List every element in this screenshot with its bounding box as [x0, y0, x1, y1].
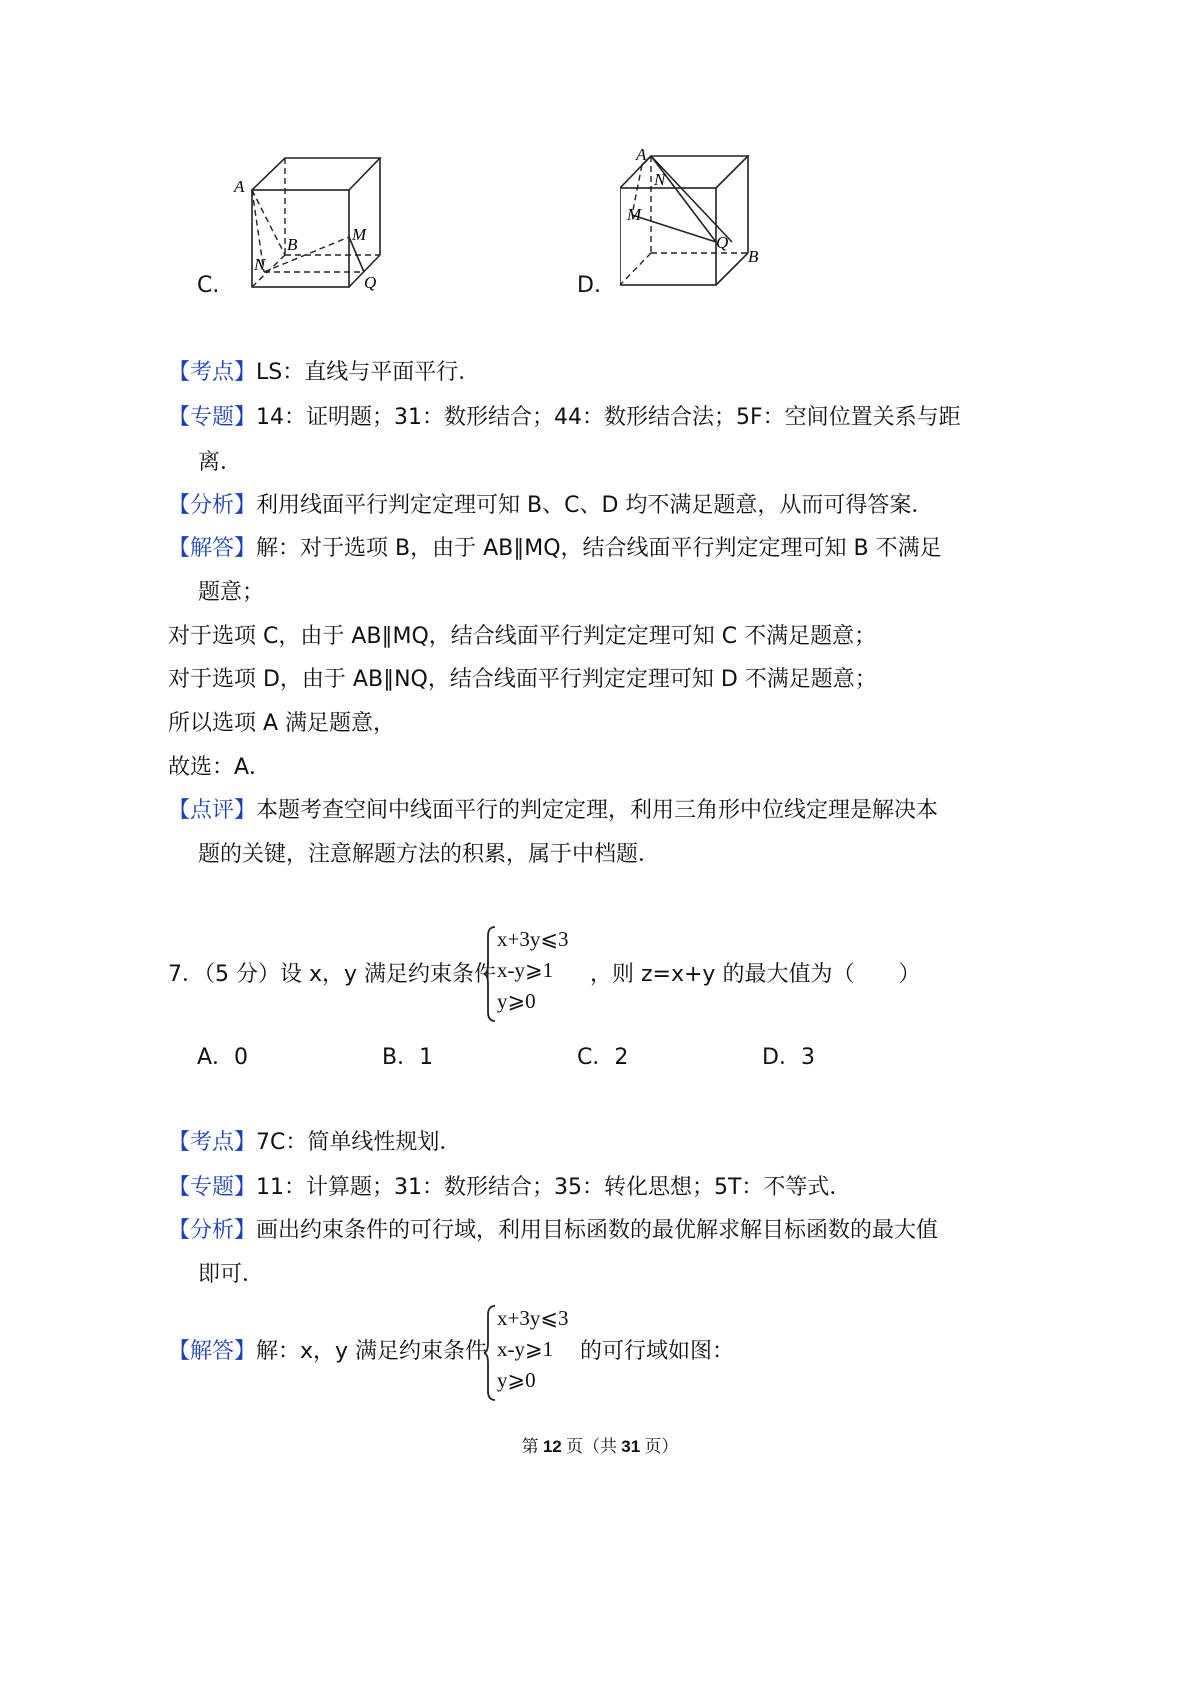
figure-c-point-q: Q: [364, 273, 377, 292]
q7-jieda-left-brace: [483, 1303, 497, 1403]
figure-d-option-label: D.: [577, 273, 601, 298]
q6-kaodian: [168, 358, 480, 388]
q6-fenxi: [168, 491, 933, 521]
q7-constraint-system: [483, 924, 593, 1024]
q7-zhuanti: [168, 1173, 851, 1203]
q7-fenxi-line2: 即可．: [198, 1262, 265, 1287]
figure-c-point-a: A: [234, 177, 245, 196]
q6-zhuanti: [168, 403, 961, 433]
figure-c-point-b: B: [287, 235, 298, 254]
figure-c-point-m: M: [352, 225, 367, 244]
q7-jieda-suffix: 的可行域如图：: [580, 1339, 735, 1364]
footer-suffix: 页）: [644, 1437, 679, 1456]
figure-d-cube: [620, 140, 800, 300]
q6-zhuanti-line2: 离．: [198, 450, 243, 475]
q7-left-brace: [483, 924, 497, 1024]
q6-kaodian-text: LS：直线与平面平行．: [256, 360, 481, 385]
q6-jieda: [168, 534, 942, 564]
q7-fenxi-tag: 【分析】: [168, 1218, 257, 1243]
figure-d-point-a: A: [636, 145, 647, 164]
q7-constraint-1: x+3y⩽3: [497, 927, 569, 951]
q6-kaodian-tag: 【考点】: [168, 360, 257, 385]
q7-kaodian-tag: 【考点】: [168, 1130, 257, 1155]
q7-fenxi-line1: 画出约束条件的可行域，利用目标函数的最优解求解目标函数的最大值: [256, 1218, 939, 1243]
q7-fenxi: [168, 1216, 938, 1246]
q7-jieda-constraint-3: y⩾0: [497, 1368, 536, 1392]
q7-option-c: C．2: [577, 1045, 629, 1070]
q6-fenxi-text: 利用线面平行判定定理可知 B、C、D 均不满足题意，从而可得答案．: [256, 493, 934, 518]
q7-stem-prefix: 7．（5 分）设 x，y 满足约束条件: [168, 962, 497, 987]
q7-jieda-constraint-2: x-y⩾1: [497, 1337, 554, 1361]
q7-kaodian: [168, 1128, 461, 1158]
q6-jieda-line5: 所以选项 A 满足题意，: [168, 711, 396, 736]
q6-jieda-line3: 对于选项 C，由于 AB∥MQ，结合线面平行判定定理可知 C 不满足题意；: [168, 624, 877, 649]
page-footer: [0, 1432, 1200, 1457]
q7-option-b: B．1: [382, 1045, 434, 1070]
q6-dianping-tag: 【点评】: [168, 798, 257, 823]
q7-jieda: [168, 1337, 487, 1367]
figure-d-point-n: N: [654, 170, 666, 189]
q6-jieda-line6: 故选：A．: [168, 755, 272, 780]
figure-d-point-q: Q: [716, 233, 729, 252]
figure-c-cube: [230, 150, 430, 320]
q6-zhuanti-line1: 14：证明题；31：数形结合；44：数形结合法；5F：空间位置关系与距: [256, 405, 961, 430]
q7-option-a: A．0: [197, 1045, 249, 1070]
q7-jieda-tag: 【解答】: [168, 1339, 257, 1364]
figure-d-point-b: B: [748, 247, 759, 266]
figure-d-point-m: M: [627, 205, 642, 224]
q7-option-d: D．3: [762, 1045, 815, 1070]
footer-total-pages: 31: [621, 1437, 641, 1456]
q7-zhuanti-text: 11：计算题；31：数形结合；35：转化思想；5T：不等式．: [256, 1175, 852, 1200]
footer-middle: 页（共: [566, 1437, 617, 1456]
q7-stem-suffix: ，则 z=x+y 的最大值为（ ）: [590, 962, 921, 987]
q7-zhuanti-tag: 【专题】: [168, 1175, 257, 1200]
footer-prefix: 第: [521, 1437, 539, 1456]
q6-jieda-line1: 解：对于选项 B，由于 AB∥MQ，结合线面平行判定定理可知 B 不满足: [256, 536, 942, 561]
figure-c-point-n: N: [254, 255, 266, 274]
q6-dianping-line1: 本题考查空间中线面平行的判定定理，利用三角形中位线定理是解决本: [256, 798, 939, 823]
q7-jieda-constraint-1: x+3y⩽3: [497, 1306, 569, 1330]
q6-jieda-line4: 对于选项 D，由于 AB∥NQ，结合线面平行判定定理可知 D 不满足题意；: [168, 667, 877, 692]
q6-fenxi-tag: 【分析】: [168, 493, 257, 518]
q7-constraint-2: x-y⩾1: [497, 958, 554, 982]
q6-zhuanti-tag: 【专题】: [168, 405, 257, 430]
q7-kaodian-text: 7C：简单线性规划．: [256, 1130, 462, 1155]
q6-dianping-line2: 题的关键，注意解题方法的积累，属于中档题．: [198, 842, 661, 867]
q6-jieda-tag: 【解答】: [168, 536, 257, 561]
q6-dianping: [168, 796, 938, 826]
q7-jieda-prefix: 解：x，y 满足约束条件: [256, 1339, 488, 1364]
figure-c-option-label: C.: [197, 273, 220, 298]
q7-constraint-3: y⩾0: [497, 989, 536, 1013]
q6-jieda-line2: 题意；: [198, 580, 265, 605]
q7-jieda-constraint-system: [483, 1303, 593, 1403]
footer-page-number: 12: [542, 1437, 562, 1456]
